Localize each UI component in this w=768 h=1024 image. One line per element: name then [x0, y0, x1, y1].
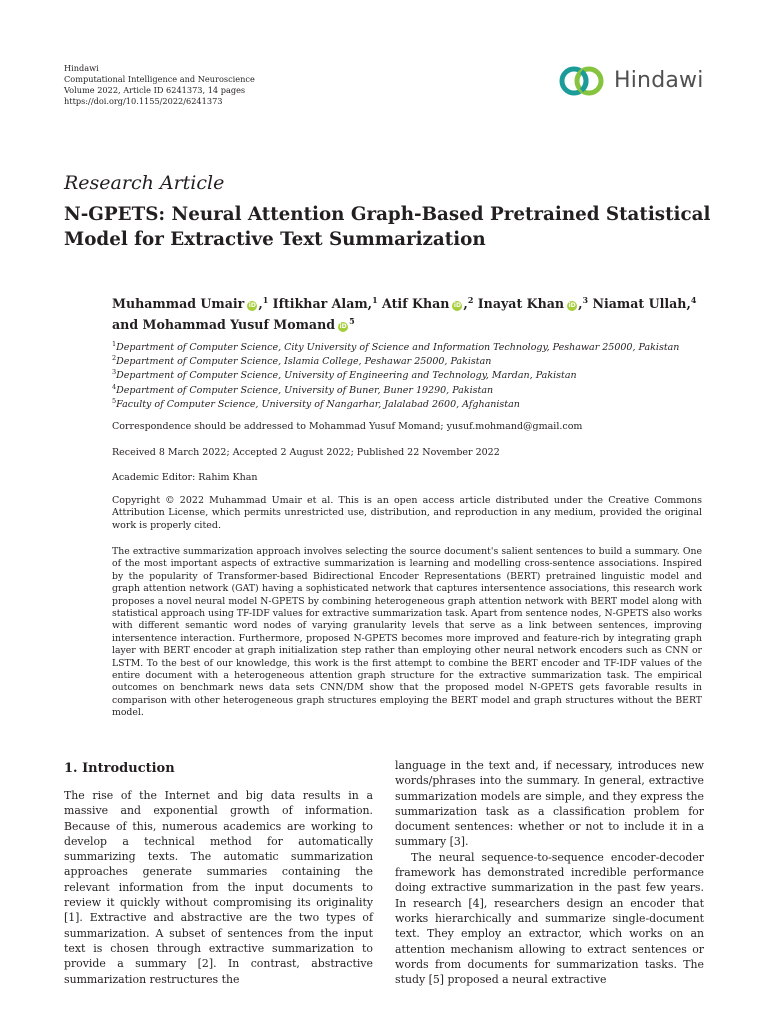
affiliation-number: 4	[112, 382, 117, 391]
orcid-icon[interactable]: iD	[568, 302, 576, 309]
author-6	[112, 317, 355, 332]
orcid-icon[interactable]: iD	[339, 323, 347, 330]
affiliation-list	[112, 341, 679, 412]
paper-title: N-GPETS: Neural Attention Graph-Based Pretrained Statistical Model for Extractive Text Summarization	[64, 204, 711, 250]
academic-editor: Academic Editor: Rahim Khan	[112, 472, 258, 483]
affiliation-marker: 5	[349, 316, 355, 326]
doi-link[interactable]: https://doi.org/10.1155/2022/6241373	[64, 96, 223, 106]
abstract: The extractive summarization approach involves selecting the source document's salient sentences to build a summary. One of the most important aspects of extractive summarization is learning and modelling cross-sentence associations. Inspired by the popularity of Transformer-based Bidirectional Encoder Representations (BERT) pretrained linguistic model and graph attention network (GAT) having a sophisticated network that captures intersentence associations, this research work proposes a novel neural model N-GPETS by combining heterogeneous graph attention network with BERT model along with statistical approach using TF-IDF values for extractive summarization task. Apart from sentence nodes, N-GPETS also works with different semantic word nodes of varying granularity levels that serve as a link between sentences, improving intersentence interaction. Furthermore, proposed N-GPETS becomes more improved and feature-rich by integrating graph layer with BERT encoder at graph initialization step rather than employing other neural network encoders such as CNN or LSTM. To the best of our knowledge, this work is the first attempt to combine the BERT encoder and TF-IDF values of the entire document with a heterogeneous attention graph structure for the extractive summarization task. The empirical outcomes on benchmark news data sets CNN/DM show that the proposed model N-GPETS gets favorable results in comparison with other heterogeneous graph structures employing the BERT model and graph structures without the BERT model.	[112, 546, 702, 719]
hindawi-logo-icon	[556, 62, 608, 100]
affiliation-marker: 2	[467, 295, 474, 305]
paragraph: The neural sequence-to-sequence encoder-decoder framework has demonstrated incredible performance doing extractive summarization in the past few years. In research [4], researchers design an encoder that works hierarchically and summarize single-document text. They employ an extractor, which works on an attention mechanism allowing to extract sentences or words from documents for summarization tasks. The study [5] proposed a neural extractive	[395, 850, 704, 987]
affiliation-number: 5	[112, 396, 117, 405]
publisher-name: Hindawi	[64, 63, 99, 73]
volume-info: Volume 2022, Article ID 6241373, 14 pages	[64, 85, 246, 95]
body-column-left	[64, 788, 373, 987]
author-name: Atif Khan	[382, 296, 450, 311]
affiliation-item	[112, 341, 679, 355]
author-name: Muhammad Umair	[112, 296, 245, 311]
affiliation-item	[112, 369, 679, 383]
affiliation-item	[112, 384, 679, 398]
paragraph: The rise of the Internet and big data results in a massive and exponential growth of information. Because of this, numerous academics are working to develop a technical method for automatically summarizing texts. The automatic summarization approaches generate summaries containing the relevant information from the input documents to review it quickly without compromising its originality [1]. Extractive and abstractive are the two types of summarization. A subset of sentences from the input text is chosen through extractive summarization to provide a summary [2]. In contrast, abstractive summarization restructures the	[64, 789, 373, 986]
author-4: Inayat Khan iD ,$^3$	[477, 295, 589, 311]
affiliation-item	[112, 398, 679, 412]
author-name: Inayat Khan	[477, 296, 565, 311]
affiliation-text: Department of Computer Science, Islamia College, Peshawar 25000, Pakistan	[116, 356, 492, 368]
author-name: and Mohammad Yusuf Momand	[112, 317, 336, 332]
hindawi-logo-text: Hindawi	[614, 68, 704, 93]
affiliation-text: Department of Computer Science, University of Engineering and Technology, Mardan, Pakistan	[116, 370, 577, 382]
affiliation-marker: 1	[262, 295, 269, 305]
author-3: Atif Khan iD ,$^2$	[382, 295, 474, 311]
body-column-right	[395, 758, 704, 987]
author-name: Iftikhar Alam,	[272, 296, 373, 311]
copyright-notice: Copyright © 2022 Muhammad Umair et al. This is an open access article distributed under the Creative Commons Attribution License, which permits unrestricted use, distribution, and reproduction in any medium, provided the original work is properly cited.	[112, 495, 702, 531]
journal-name: Computational Intelligence and Neuroscience	[64, 74, 255, 84]
affiliation-marker: 1	[372, 295, 378, 305]
author-2	[273, 296, 378, 311]
section-heading: 1. Introduction	[64, 761, 175, 776]
article-type: Research Article	[64, 172, 225, 194]
author-name: Niamat Ullah,	[592, 296, 691, 311]
author-list	[112, 293, 712, 335]
affiliation-marker: 4	[690, 295, 697, 305]
affiliation-number: 1	[112, 340, 117, 348]
affiliation-text: Department of Computer Science, University of Buner, Buner 19290, Pakistan	[116, 384, 494, 396]
orcid-icon[interactable]: iD	[453, 302, 461, 309]
affiliation-number: 3	[112, 368, 117, 377]
affiliation-marker: 3	[582, 295, 589, 305]
correspondence: Correspondence should be addressed to Mohammad Yusuf Momand; yusuf.mohmand@gmail.com	[112, 421, 583, 432]
paragraph: language in the text and, if necessary, introduces new words/phrases into the summary. In general, extractive summarization models are simple, and they express the summarization task as a classification problem for document sentences: whether or not to include it in a summary [3].	[395, 759, 704, 849]
affiliation-text: Department of Computer Science, City University of Science and Information Technology, Peshawar 25000, Pakistan	[116, 342, 680, 353]
author-5	[592, 296, 696, 311]
publication-dates: Received 8 March 2022; Accepted 2 August 2022; Published 22 November 2022	[112, 447, 500, 458]
orcid-icon[interactable]: iD	[248, 302, 256, 309]
affiliation-number: 2	[112, 354, 117, 363]
author-1: Muhammad Umair iD ,$^1$	[112, 295, 269, 311]
journal-meta	[64, 63, 255, 107]
hindawi-logo	[556, 62, 716, 100]
affiliation-text: Faculty of Computer Science, University of Nangarhar, Jalalabad 2600, Afghanistan	[116, 398, 520, 410]
affiliation-item	[112, 355, 679, 369]
